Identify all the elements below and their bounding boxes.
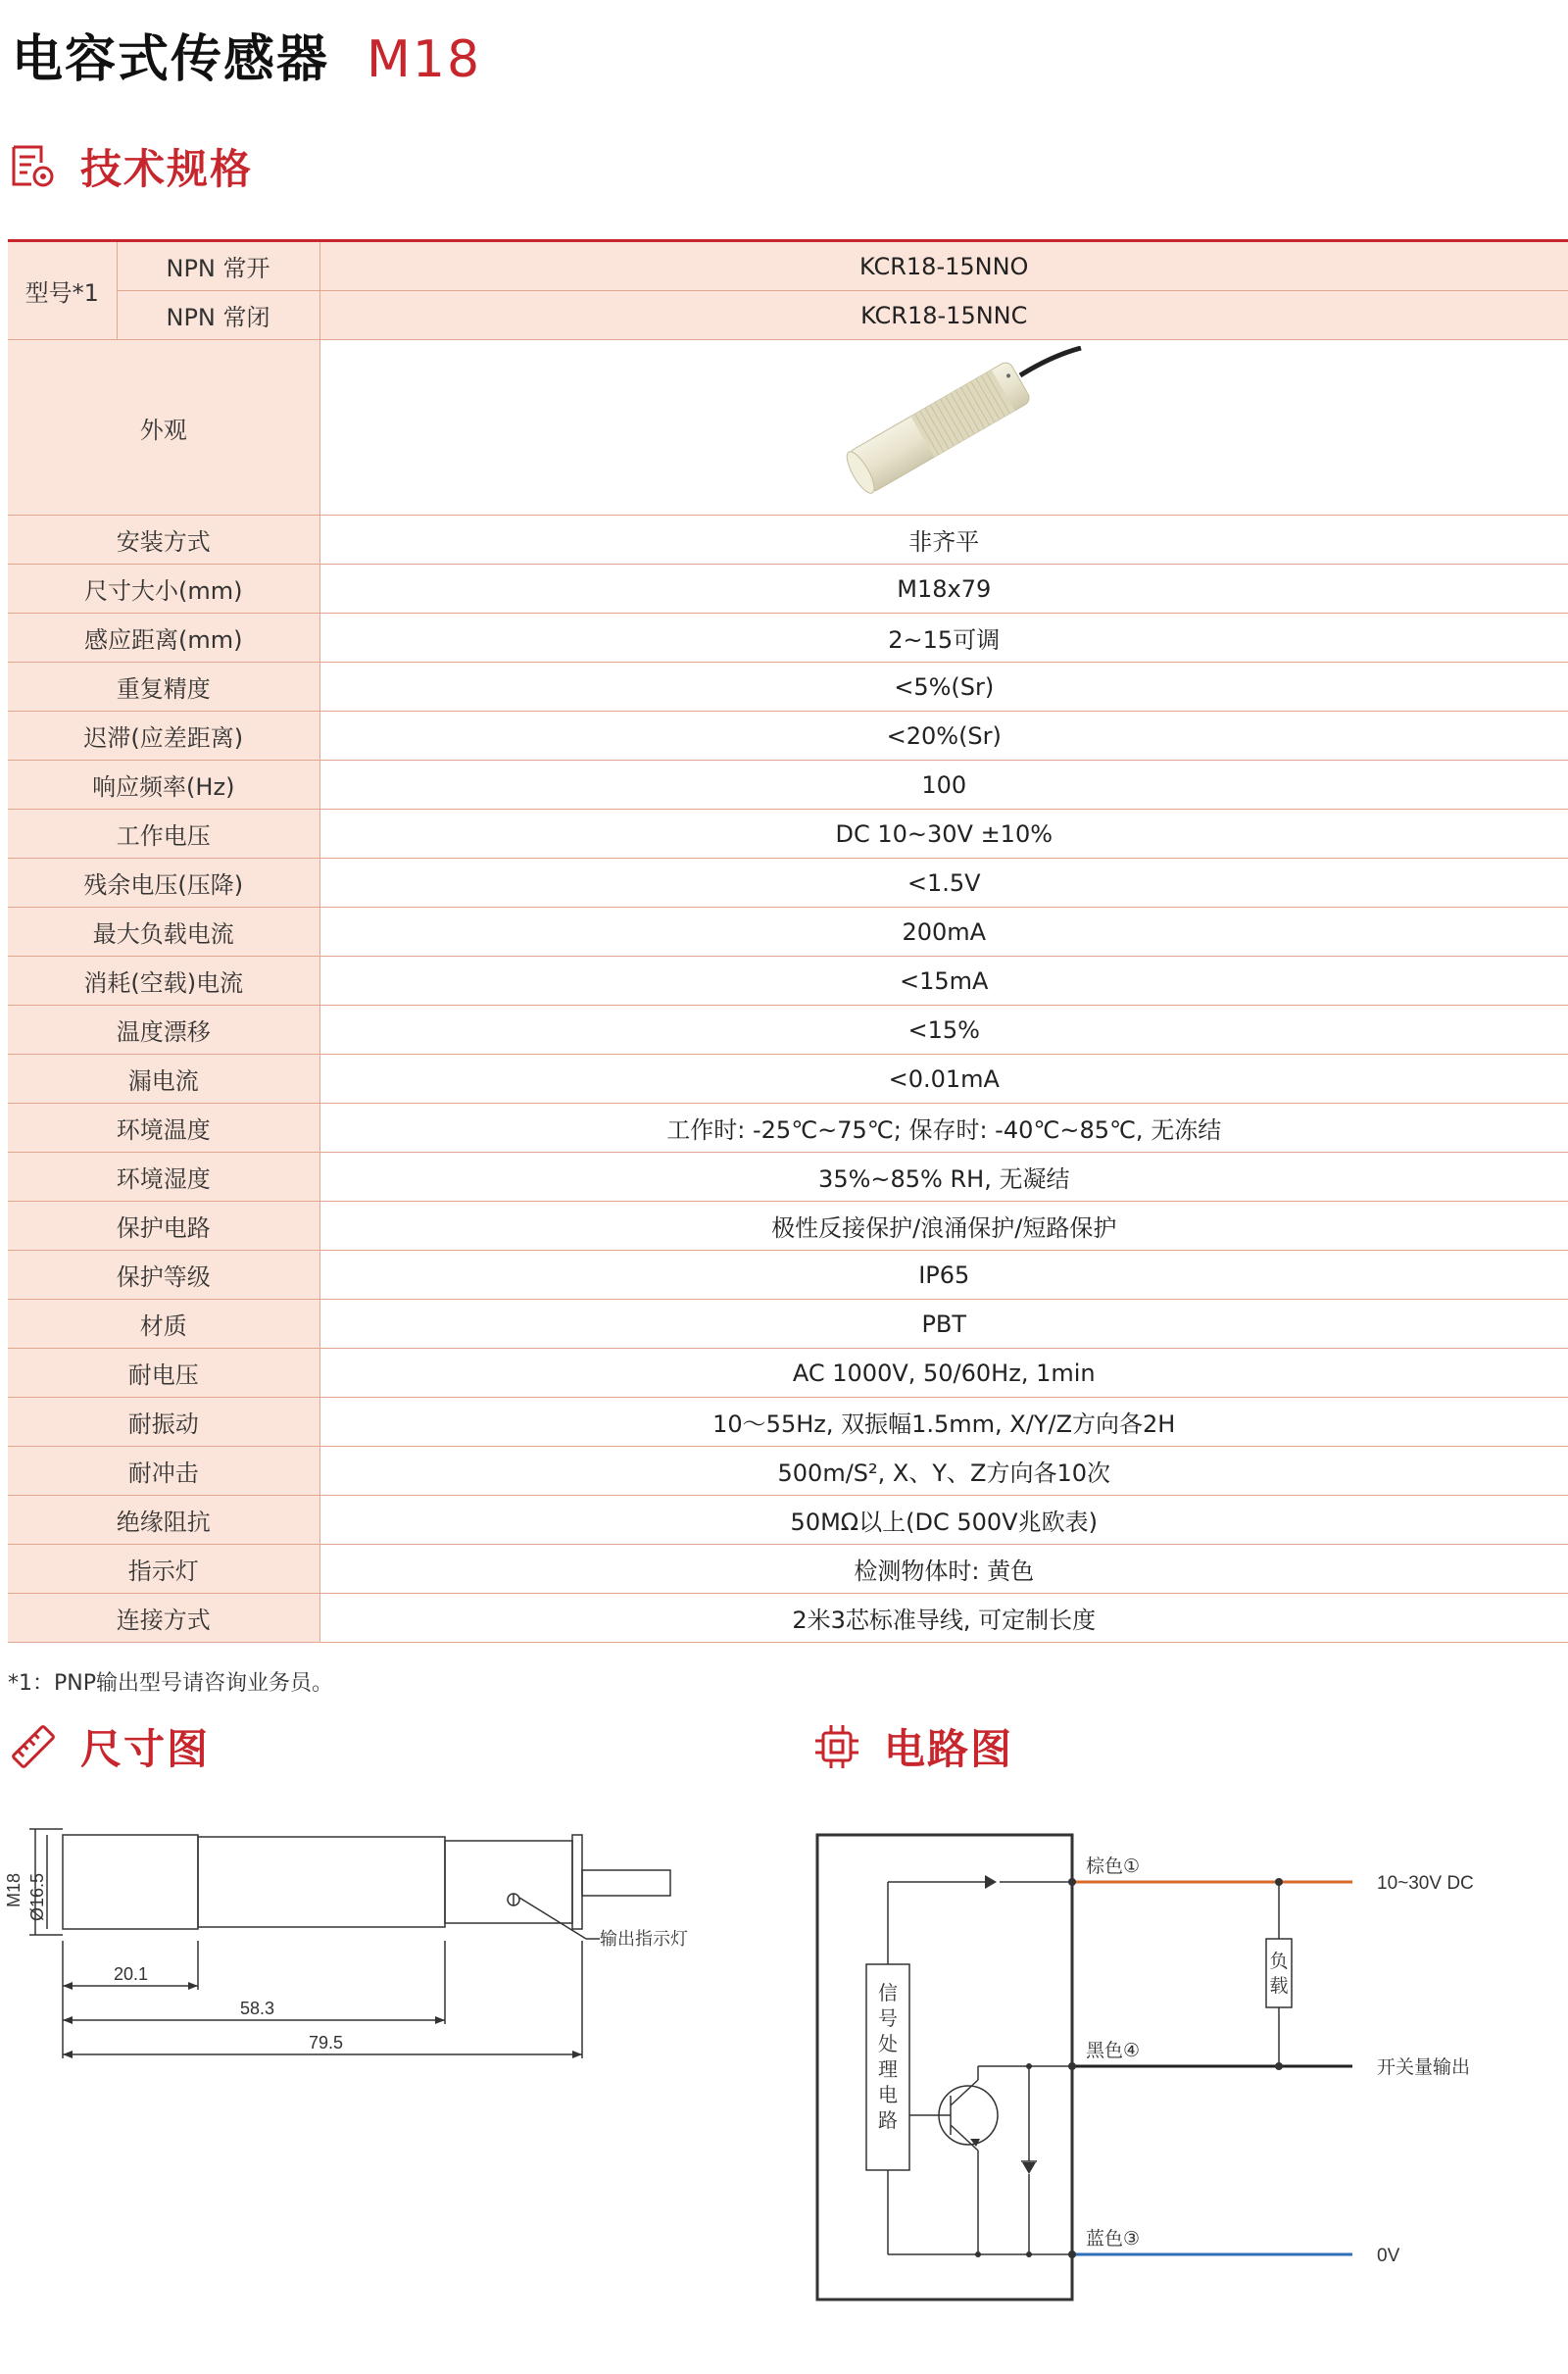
spec-row: [8, 908, 1568, 957]
block-char-1: 信: [878, 1983, 898, 2004]
dim-58-3-label: 58.3: [240, 1999, 275, 2018]
spec-row: [8, 1349, 1568, 1398]
load-label-1: 负: [1269, 1952, 1289, 1972]
spec-value: <1.5V: [319, 859, 1568, 908]
spec-table: [8, 239, 1568, 1643]
spec-value: AC 1000V, 50/60Hz, 1min: [319, 1349, 1568, 1398]
spec-row: [8, 1594, 1568, 1643]
spec-value: 100: [319, 761, 1568, 810]
npn-nc-value: KCR18-15NNC: [319, 291, 1568, 340]
sensor-face-segment: [63, 1835, 198, 1929]
blue-wire-label: 蓝色③: [1086, 2229, 1141, 2250]
brown-wire-label: 棕色①: [1086, 1856, 1141, 1877]
document-settings-icon: [8, 141, 59, 192]
spec-value: <0.01mA: [319, 1055, 1568, 1104]
spec-section-header: [8, 137, 253, 196]
spec-value: DC 10~30V ±10%: [319, 810, 1568, 859]
spec-row: [8, 1398, 1568, 1447]
spec-row: [8, 1447, 1568, 1496]
spec-value: 非齐平: [319, 516, 1568, 565]
spec-value: 50MΩ以上(DC 500V兆欧表): [319, 1496, 1568, 1545]
spec-label: 耐振动: [8, 1398, 319, 1447]
spec-label: 耐电压: [8, 1349, 319, 1398]
spec-label: 环境湿度: [8, 1153, 319, 1202]
spec-label: 迟滞(应差距离): [8, 712, 319, 761]
spec-label: 温度漂移: [8, 1006, 319, 1055]
spec-row: [8, 1251, 1568, 1300]
sensor-nut: [572, 1835, 582, 1929]
dim-diameter-label: Ø16.5: [27, 1872, 47, 1921]
spec-value: 工作时: -25℃~75℃; 保存时: -40℃~85℃, 无冻结: [319, 1104, 1568, 1153]
spec-value: 35%~85% RH, 无凝结: [319, 1153, 1568, 1202]
ruler-icon: [8, 1721, 59, 1772]
output-label: 开关量输出: [1377, 2057, 1471, 2078]
sensor-thread-segment: [198, 1837, 445, 1927]
block-char-4: 理: [878, 2059, 898, 2081]
spec-row: [8, 614, 1568, 663]
spec-label: 漏电流: [8, 1055, 319, 1104]
spec-value: 检测物体时: 黄色: [319, 1545, 1568, 1594]
footnote: *1：PNP输出型号请咨询业务员。: [8, 1671, 333, 1696]
block-char-3: 处: [878, 2034, 898, 2055]
spec-value: M18x79: [319, 565, 1568, 614]
spec-row-appearance: [8, 340, 1568, 516]
block-char-2: 号: [878, 2008, 898, 2030]
appearance-label: 外观: [8, 340, 319, 516]
spec-label: 安装方式: [8, 516, 319, 565]
page-title: [12, 18, 481, 91]
sensor-cable: [582, 1870, 670, 1896]
spec-row: [8, 761, 1568, 810]
spec-label: 感应距离(mm): [8, 614, 319, 663]
sensor-tail-segment: [445, 1841, 572, 1923]
spec-section-title: 技术规格: [80, 145, 254, 193]
title-text: 电容式传感器: [12, 30, 330, 89]
dimension-section-title: 尺寸图: [80, 1725, 211, 1773]
npn-nc-label: NPN 常闭: [117, 291, 319, 340]
spec-label: 重复精度: [8, 663, 319, 712]
spec-row: [8, 712, 1568, 761]
spec-value: <15mA: [319, 957, 1568, 1006]
appearance-image: [319, 340, 1568, 516]
spec-label: 环境温度: [8, 1104, 319, 1153]
spec-row: [8, 1104, 1568, 1153]
title-model: M18: [367, 30, 482, 89]
dim-79-5-label: 79.5: [309, 2033, 344, 2053]
spec-row: [8, 516, 1568, 565]
spec-row: [8, 1006, 1568, 1055]
spec-label: 保护电路: [8, 1202, 319, 1251]
dim-m18-label: M18: [4, 1872, 24, 1907]
spec-value: PBT: [319, 1300, 1568, 1349]
load-resistor: [1266, 1939, 1292, 2007]
spec-label: 耐冲击: [8, 1447, 319, 1496]
model-label: 型号*1: [8, 241, 117, 340]
spec-row: [8, 565, 1568, 614]
spec-value: <15%: [319, 1006, 1568, 1055]
spec-value: 200mA: [319, 908, 1568, 957]
spec-value: 极性反接保护/浪涌保护/短路保护: [319, 1202, 1568, 1251]
block-char-6: 路: [878, 2110, 898, 2132]
spec-value: <5%(Sr): [319, 663, 1568, 712]
spec-row: [8, 859, 1568, 908]
spec-value: 500m/S², X、Y、Z方向各10次: [319, 1447, 1568, 1496]
sensor-boundary: [817, 1835, 1072, 2300]
spec-label: 绝缘阻抗: [8, 1496, 319, 1545]
spec-row: [8, 663, 1568, 712]
spec-label: 响应频率(Hz): [8, 761, 319, 810]
chip-icon: [811, 1721, 862, 1772]
zero-volt-label: 0V: [1377, 2246, 1400, 2266]
spec-row: [8, 1496, 1568, 1545]
spec-value: 10～55Hz, 双振幅1.5mm, X/Y/Z方向各2H: [319, 1398, 1568, 1447]
spec-row: [8, 1202, 1568, 1251]
spec-value: 2米3芯标准导线, 可定制长度: [319, 1594, 1568, 1643]
spec-row: [8, 1055, 1568, 1104]
black-wire-label: 黑色④: [1086, 2041, 1141, 2061]
spec-label: 材质: [8, 1300, 319, 1349]
npn-no-value: KCR18-15NNO: [319, 241, 1568, 291]
dim-20-1-label: 20.1: [114, 1964, 149, 1984]
npn-no-label: NPN 常开: [117, 241, 319, 291]
spec-value: <20%(Sr): [319, 712, 1568, 761]
spec-label: 连接方式: [8, 1594, 319, 1643]
spec-row: [8, 1300, 1568, 1349]
spec-row: [8, 1153, 1568, 1202]
spec-row-npn-nc: [8, 291, 1568, 340]
circuit-section-title: 电路图: [884, 1725, 1014, 1773]
spec-label: 残余电压(压降): [8, 859, 319, 908]
spec-label: 工作电压: [8, 810, 319, 859]
spec-label: 消耗(空载)电流: [8, 957, 319, 1006]
circuit-diagram: [804, 1823, 1529, 2313]
spec-row: [8, 810, 1568, 859]
circuit-section-header: [811, 1717, 1013, 1776]
supply-label: 10~30V DC: [1377, 1873, 1474, 1894]
spec-label: 最大负载电流: [8, 908, 319, 957]
spec-value: IP65: [319, 1251, 1568, 1300]
spec-row: [8, 957, 1568, 1006]
spec-value: 2~15可调: [319, 614, 1568, 663]
indicator-label: 输出指示灯: [600, 1929, 688, 1949]
sensor-product-image: [787, 346, 1101, 503]
spec-label: 尺寸大小(mm): [8, 565, 319, 614]
load-label-2: 载: [1269, 1976, 1289, 1997]
spec-row-npn-no: [8, 241, 1568, 291]
spec-label: 指示灯: [8, 1545, 319, 1594]
dimension-drawing: [0, 1813, 745, 2088]
dimension-section-header: [8, 1717, 210, 1776]
block-char-5: 电: [878, 2085, 898, 2106]
spec-label: 保护等级: [8, 1251, 319, 1300]
spec-row: [8, 1545, 1568, 1594]
